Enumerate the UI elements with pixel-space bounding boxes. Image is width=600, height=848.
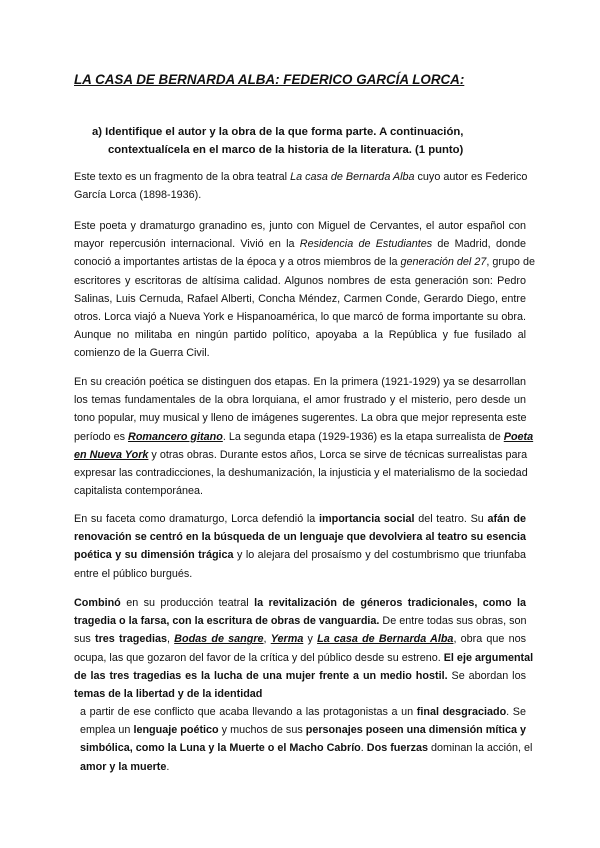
paragraph-tragedies: Combinó en su producción teatral la revitalización de géneros tradicionales, como la tragedia o la farsa, con la escritura de obras de vanguardia. De entre todas sus obras, son sus tres tragedias, Bodas de sangre, Yerma y La casa de Bernarda Alba, obra que nos ocupa, las que gozaron del favor de la crítica y del público desde su estreno. El eje argumental de las tres tragedias es la lucha de una mujer frente a un medio hostil. Se abordan los temas de la libertad y de la identidad	[74, 597, 534, 701]
question-heading	[92, 123, 552, 159]
paragraph-drama: En su faceta como dramaturgo, Lorca defendió la importancia social del teatro. Su afán de renovación se centró en la búsqueda de un lenguaje que devolviera al teatro su esencia poética y su dimensión trágica y lo alejara del prosaísmo y del costumbrismo que triunfaba entre el público burgués.	[74, 513, 526, 580]
paragraph-biography: Este poeta y dramaturgo granadino es, junto con Miguel de Cervantes, el autor español con mayor repercusión internacional. Vivió en la Residencia de Estudiantes de Madrid, donde conoció a importantes artistas de la época y a otros miembros de la generación del 27, grupo de escritores y escritoras de altísima calidad. Algunos nombres de esta generación son: Pedro Salinas, Luis Cernuda, Rafael Alberti, Concha Méndez, Carmen Conde, Gerardo Diego, entre otros. Lorca viajó a Nueva York e Hispanoamérica, lo que marcó de forma importante su obra. Aunque no militaba en ningún partido político, apoyaba a la República y fue fusilado al comienzo de la Guerra Civil.	[74, 220, 535, 360]
paragraph-poetry: En su creación poética se distinguen dos etapas. En la primera (1921-1929) ya se desarrollan los temas fundamentales de la obra lorquiana, el amor frustrado y el misterio, pero desde un tono popular, muy musical y lleno de imágenes sugerentes. La obra que mejor representa este período es Romancero gitano. La segunda etapa (1929-1936) es la etapa surrealista de Poeta en Nueva York y otras obras. Durante estos años, Lorca se sirve de técnicas surrealistas para expresar las contradicciones, la deshumanización, la injusticia y el materialismo de la sociedad capitalista contemporánea.	[74, 376, 534, 498]
page-title: LA CASA DE BERNARDA ALBA: FEDERICO GARCÍA LORCA:	[74, 72, 465, 87]
work-title: La casa de Bernarda Alba	[290, 171, 415, 183]
paragraph-intro: Este texto es un fragmento de la obra teatral La casa de Bernarda Alba cuyo autor es Federico García Lorca (1898-1936).	[74, 171, 528, 202]
question-line-2: contextualícela en el marco de la historia de la literatura. (1 punto)	[108, 144, 464, 156]
question-line-1: a) Identifique el autor y la obra de la que forma parte. A continuación,	[92, 126, 464, 138]
paragraph-themes: a partir de ese conflicto que acaba llevando a las protagonistas a un final desgraciado. Se emplea un lenguaje poético y muchos de sus personajes poseen una dimensión mítica y simbólica, como la Luna y la Muerte o el Macho Cabrío. Dos fuerzas dominan la acción, el amor y la muerte.	[80, 706, 533, 773]
